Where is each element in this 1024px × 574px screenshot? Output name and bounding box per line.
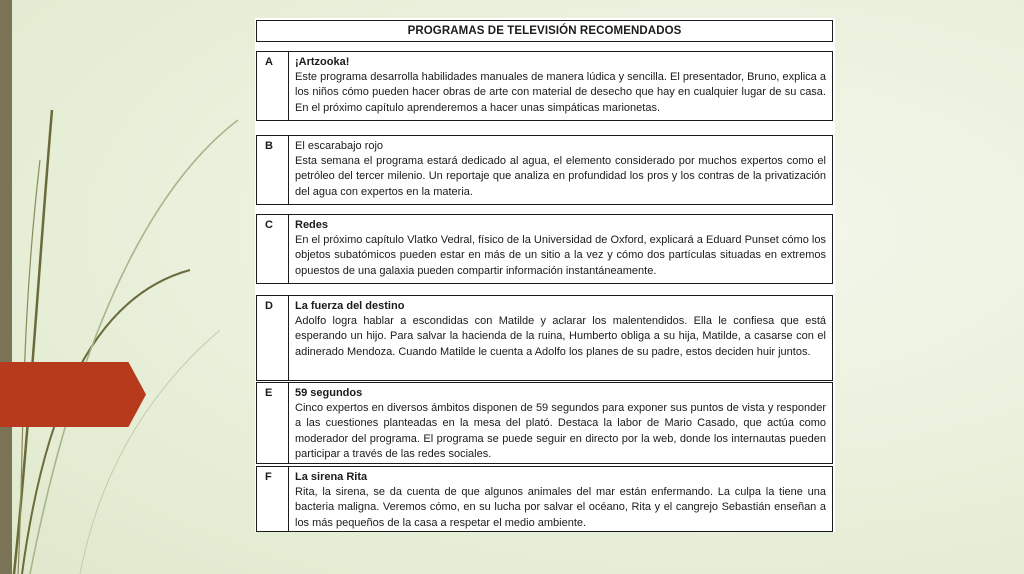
entry-letter: E [257, 383, 289, 463]
program-document [255, 18, 835, 532]
entry-letter: F [257, 467, 289, 531]
entry-title: Redes [295, 219, 329, 231]
entry-title: La fuerza del destino [295, 300, 405, 312]
program-entry-e [256, 382, 833, 464]
document-title: PROGRAMAS DE TELEVISIÓN RECOMENDADOS [256, 20, 833, 42]
entry-description: Esta semana el programa estará dedicado al agua, el elemento considerado por muchos expertos como el petróleo del tercer milenio. Un reportaje que analiza en profundidad los pros y los contras de la privatización del agua con expertos en la materia. [295, 155, 826, 198]
entry-description: Este programa desarrolla habilidades manuales de manera lúdica y sencilla. El presentador, Bruno, explica a los niños cómo pueden hacer obras de arte con material de desecho que hay en cualquier lugar de su casa. En el próximo capítulo aprenderemos a hacer unas simpáticas marionetas. [295, 71, 826, 114]
entry-letter: C [257, 215, 289, 283]
entry-description: Adolfo logra hablar a escondidas con Matilde y aclarar los malentendidos. Ella le confiesa que está esperando un hijo. Para salvar la hacienda de la ruina, Humberto obliga a su hija, Matilde, a casarse con el adinerado Mendoza. Cuando Matilde le cuenta a Adolfo los planes de su padre, estos deciden huir juntos. [295, 315, 826, 358]
entry-letter: A [257, 52, 289, 120]
program-entry-f [256, 466, 833, 532]
entry-title: ¡Artzooka! [295, 56, 350, 68]
program-entry-b [256, 135, 833, 205]
entry-text [289, 383, 832, 463]
entry-letter: D [257, 296, 289, 380]
red-arrow-tab [0, 362, 146, 427]
entry-text [289, 52, 832, 120]
entry-description: Rita, la sirena, se da cuenta de que algunos animales del mar están enfermando. La culpa la tiene una bacteria maligna. Veremos cómo, en su lucha por salvar el océano, Rita y el cangrejo Sebastián enseñan a los más pequeños de la casa a respetar el medio ambiente. [295, 486, 826, 529]
entry-title: 59 segundos [295, 387, 363, 399]
entry-title: El escarabajo rojo [295, 140, 384, 152]
decorative-curves [0, 0, 260, 574]
program-entry-d [256, 295, 833, 381]
program-entry-a [256, 51, 833, 121]
entry-text [289, 136, 832, 204]
entry-text [289, 467, 832, 531]
entry-text [289, 296, 832, 380]
entry-text [289, 215, 832, 283]
entry-description: Cinco expertos en diversos ámbitos disponen de 59 segundos para exponer sus puntos de vista y responder a las cuestiones planteadas en la mesa del plató. Destaca la labor de Mario Casado, que actúa como moderador del programa. El programa se puede seguir en directo por la web, donde los internautas pueden participar a través de las redes sociales. [295, 402, 826, 460]
entry-title: La sirena Rita [295, 471, 368, 483]
entry-letter: B [257, 136, 289, 204]
program-entry-c [256, 214, 833, 284]
entry-description: En el próximo capítulo Vlatko Vedral, físico de la Universidad de Oxford, explicará a Eduard Punset cómo los objetos subatómicos pueden estar en más de un sitio a la vez y cómo dos partículas situadas en extremos opuestos de una galaxia pueden compartir información instantáneamente. [295, 234, 826, 277]
